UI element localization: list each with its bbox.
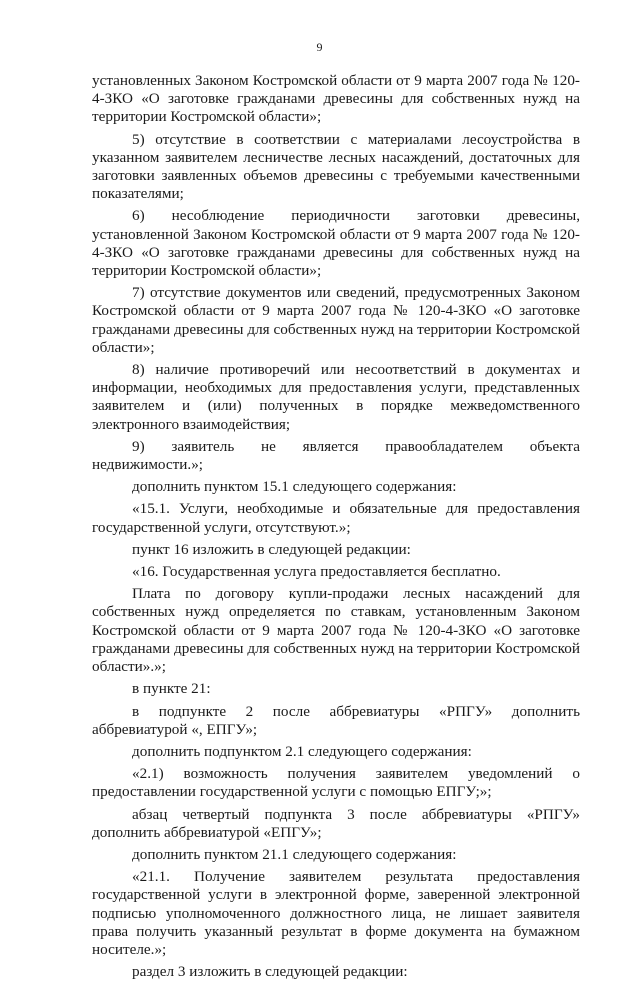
paragraph: «15.1. Услуги, необходимые и обязательные для предоставления государственной услуги, отсутствуют.»; — [92, 500, 580, 536]
paragraph: 8) наличие противоречий или несоответствий в документах и информации, необходимых для предоставления услуги, представленных заявителем и (или) полученных в порядке межведомственного электронного взаимодействия; — [92, 361, 580, 433]
paragraph: «21.1. Получение заявителем результата предоставления государственной услуги в электронной форме, заверенной электронной подписью уполномоченного должностного лица, не лишает заявителя права получить указанный результат в форме документа на бумажном носителе.»; — [92, 868, 580, 958]
paragraph: Плата по договору купли-продажи лесных насаждений для собственных нужд определяется по ставкам, установленным Законом Костромской области от 9 марта 2007 года № 120-4-ЗКО «О заготовке гражданами древесины для собственных нужд на территории Костромской области».»; — [92, 585, 580, 676]
paragraph: установленных Законом Костромской области от 9 марта 2007 года № 120-4-ЗКО «О заготовке гражданами древесины для собственных нужд на территории Костромской области»; — [92, 72, 580, 126]
paragraph: абзац четвертый подпункта 3 после аббревиатуры «РПГУ» дополнить аббревиатурой «ЕПГУ»; — [92, 805, 580, 841]
paragraph: дополнить пунктом 15.1 следующего содержания: — [132, 478, 457, 496]
paragraph: «16. Государственная услуга предоставляется бесплатно. — [132, 563, 501, 581]
paragraph: «2.1) возможность получения заявителем уведомлений о предоставлении государственной услуги с помощью ЕПГУ;»; — [92, 765, 580, 801]
paragraph: 6) несоблюдение периодичности заготовки древесины, установленной Законом Костромской области от 9 марта 2007 года № 120-4-ЗКО «О заготовке гражданами древесины для собственных нужд на территории Костромской области»; — [92, 207, 580, 280]
paragraph: дополнить пунктом 21.1 следующего содержания: — [132, 845, 457, 863]
document-body — [92, 72, 580, 981]
paragraph: раздел 3 изложить в следующей редакции: — [132, 963, 408, 981]
paragraph: 5) отсутствие в соответствии с материалами лесоустройства в указанном заявителем лесничестве лесных насаждений, достаточных для заготовки заявленных объемов древесины с требуемыми качественными показателями; — [92, 130, 580, 203]
paragraph: в пункте 21: — [132, 680, 211, 698]
paragraph: дополнить подпунктом 2.1 следующего содержания: — [132, 742, 472, 760]
paragraph: пункт 16 изложить в следующей редакции: — [132, 540, 411, 558]
page-number: 9 — [316, 40, 323, 54]
paragraph: в подпункте 2 после аббревиатуры «РПГУ» дополнить аббревиатурой «, ЕПГУ»; — [92, 702, 580, 738]
paragraph: 7) отсутствие документов или сведений, предусмотренных Законом Костромской области от 9 марта 2007 года № 120-4-ЗКО «О заготовке гражданами древесины для собственных нужд на территории Костромской области»; — [92, 284, 580, 356]
paragraph: 9) заявитель не является правообладателем объекта недвижимости.»; — [92, 437, 580, 474]
